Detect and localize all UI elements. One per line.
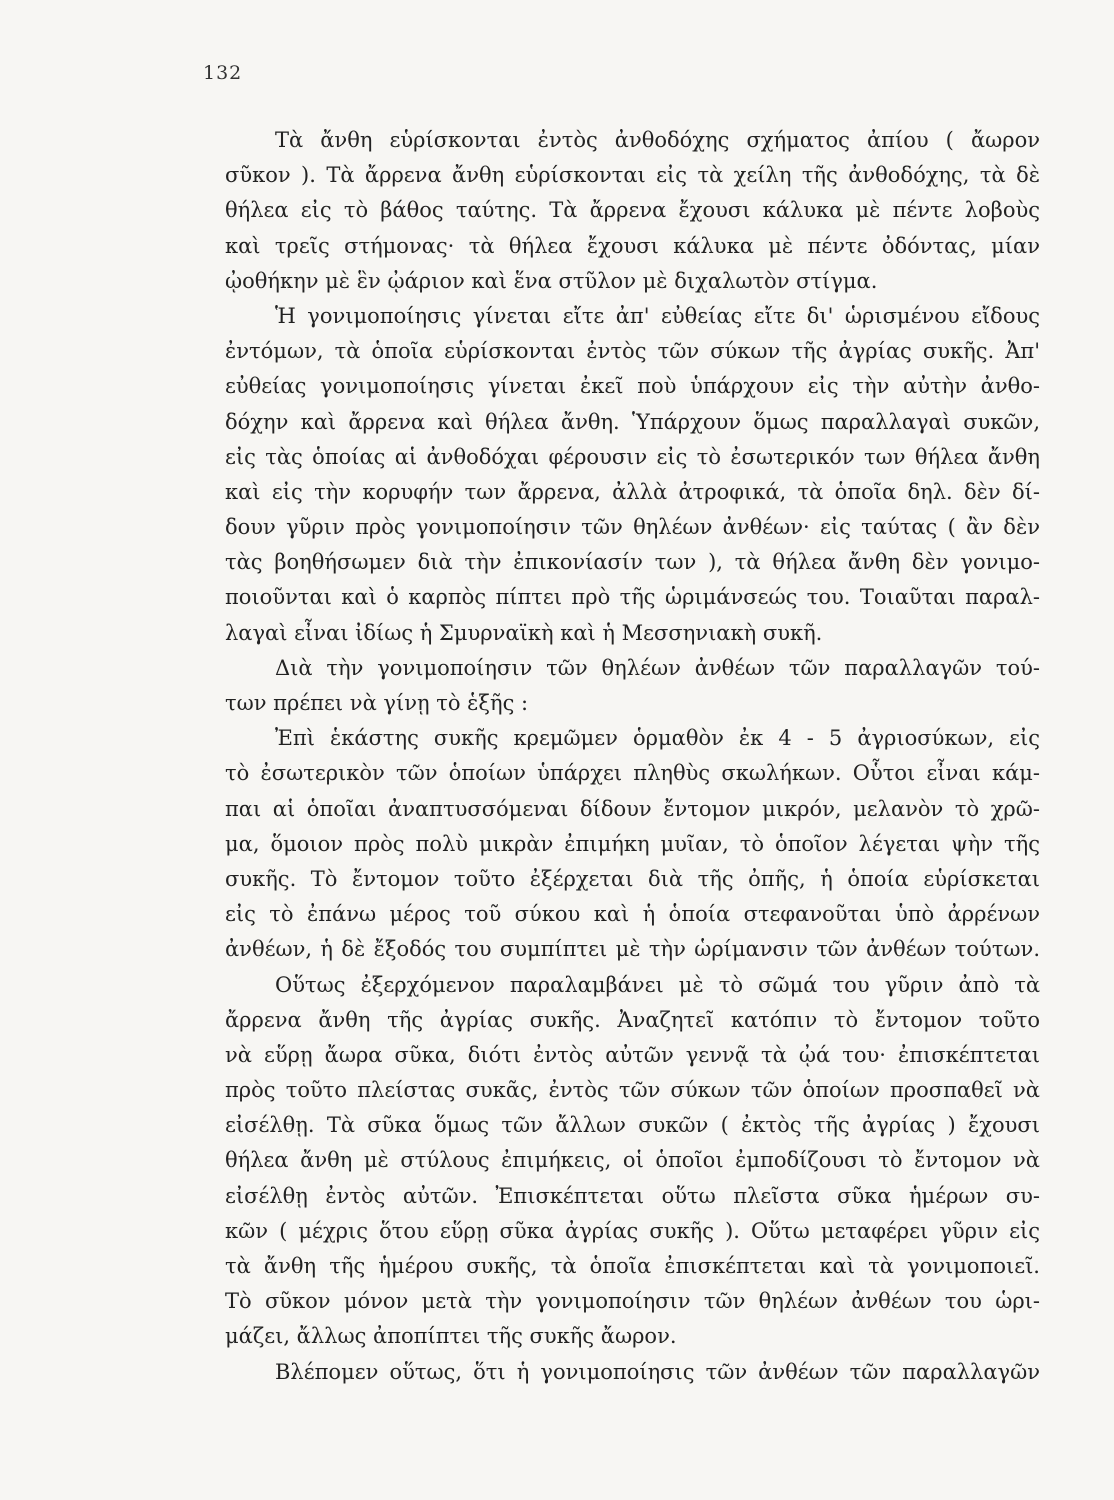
text-line: ἄρρενα ἄνθη τῆς ἀγρίας συκῆς. Ἀναζητεῖ κατόπιν τὸ ἔντομον τοῦτο bbox=[225, 1007, 1040, 1032]
text-line: μάζει, ἄλλως ἀποπίπτει τῆς συκῆς ἄωρον. bbox=[225, 1324, 677, 1349]
text-line: ἀνθέων, ἡ δὲ ἔξοδός του συμπίπτει μὲ τὴν ὡρίμανσιν τῶν ἀνθέων τούτων. bbox=[225, 937, 1040, 962]
text-line: θήλεα ἄνθη μὲ στύλους ἐπιμήκεις, οἱ ὁποῖοι ἐμποδίζουσι τὸ ἔντομον νὰ bbox=[225, 1148, 1040, 1173]
body-text bbox=[225, 123, 1040, 1390]
text-line: Βλέπομεν οὕτως, ὅτι ἡ γονιμοποίησις τῶν ἀνθέων τῶν παραλλαγῶν bbox=[275, 1359, 1040, 1384]
text-line: Διὰ τὴν γονιμοποίησιν τῶν θηλέων ἀνθέων τῶν παραλλαγῶν τού- bbox=[275, 655, 1040, 680]
text-line: Ἐπὶ ἑκάστης συκῆς κρεμῶμεν ὁρμαθὸν ἐκ 4 - 5 ἀγριοσύκων, εἰς bbox=[275, 726, 1040, 751]
text-line: εἰσέλθῃ. Τὰ σῦκα ὅμως τῶν ἄλλων συκῶν ( ἐκτὸς τῆς ἀγρίας ) ἔχουσι bbox=[225, 1113, 1040, 1138]
text-line: καὶ εἰς τὴν κορυφήν των ἄρρενα, ἀλλὰ ἀτροφικά, τὰ ὁποῖα δηλ. δὲν δί- bbox=[225, 479, 1040, 504]
text-line: τὸ ἐσωτερικὸν τῶν ὁποίων ὑπάρχει πληθὺς σκωλήκων. Οὗτοι εἶναι κάμ- bbox=[225, 761, 1040, 786]
text-line: θήλεα εἰς τὸ βάθος ταύτης. Τὰ ἄρρενα ἔχουσι κάλυκα μὲ πέντε λοβοὺς bbox=[225, 198, 1040, 223]
text-line: ἐντόμων, τὰ ὁποῖα εὑρίσκονται ἐντὸς τῶν σύκων τῆς ἀγρίας συκῆς. Ἀπ' bbox=[225, 339, 1040, 364]
text-line: τὰ ἄνθη τῆς ἡμέρου συκῆς, τὰ ὁποῖα ἐπισκέπτεται καὶ τὰ γονιμοποιεῖ. bbox=[225, 1254, 1040, 1278]
text-line: παι αἱ ὁποῖαι ἀναπτυσσόμεναι δίδουν ἔντομον μικρόν, μελανὸν τὸ χρῶ- bbox=[225, 796, 1040, 821]
text-line: ποιοῦνται καὶ ὁ καρπὸς πίπτει πρὸ τῆς ὡριμάνσεώς του. Τοιαῦται παραλ- bbox=[225, 585, 1040, 610]
text-line: δόχην καὶ ἄρρενα καὶ θήλεα ἄνθη. Ὑπάρχουν ὅμως παραλλαγαὶ συκῶν, bbox=[225, 409, 1040, 434]
text-line: πρὸς τοῦτο πλείστας συκᾶς, ἐντὸς τῶν σύκων τῶν ὁποίων προσπαθεῖ νὰ bbox=[225, 1078, 1040, 1103]
text-line: Ἡ γονιμοποίησις γίνεται εἴτε ἀπ' εὐθείας εἴτε δι' ὡρισμένου εἴδους bbox=[275, 303, 1040, 328]
text-line: των πρέπει νὰ γίνῃ τὸ ἑξῆς : bbox=[225, 691, 529, 715]
text-line: ᾠοθήκην μὲ ἓν ᾠάριον καὶ ἕνα στῦλον μὲ διχαλωτὸν στίγμα. bbox=[225, 268, 878, 293]
text-line: νὰ εὕρῃ ἄωρα σῦκα, διότι ἐντὸς αὐτῶν γεννᾷ τὰ ᾠά του· ἐπισκέπτεται bbox=[225, 1042, 1040, 1067]
text-line: συκῆς. Τὸ ἔντομον τοῦτο ἐξέρχεται διὰ τῆς ὀπῆς, ἡ ὁποία εὑρίσκεται bbox=[225, 866, 1040, 891]
text-line: λαγαὶ εἶναι ἰδίως ἡ Σμυρναϊκὴ καὶ ἡ Μεσσηνιακὴ συκῆ. bbox=[225, 620, 823, 645]
text-line: κῶν ( μέχρις ὅτου εὕρῃ σῦκα ἀγρίας συκῆς ). Οὕτω μεταφέρει γῦριν εἰς bbox=[225, 1218, 1040, 1243]
text-line: Τὸ σῦκον μόνον μετὰ τὴν γονιμοποίησιν τῶν θηλέων ἀνθέων του ὡρι- bbox=[225, 1289, 1040, 1314]
text-line: εὐθείας γονιμοποίησις γίνεται ἐκεῖ ποὺ ὑπάρχουν εἰς τὴν αὐτὴν ἀνθο- bbox=[225, 374, 1040, 399]
text-line: Οὕτως ἐξερχόμενον παραλαμβάνει μὲ τὸ σῶμά του γῦριν ἀπὸ τὰ bbox=[275, 972, 1040, 997]
text-line: Τὰ ἄνθη εὑρίσκονται ἐντὸς ἀνθοδόχης σχήματος ἀπίου ( ἄωρον bbox=[275, 128, 1040, 152]
text-line: εἰς τὸ ἐπάνω μέρος τοῦ σύκου καὶ ἡ ὁποία στεφανοῦται ὑπὸ ἀρρένων bbox=[225, 902, 1040, 927]
text-line: τὰς βοηθήσωμεν διὰ τὴν ἐπικονίασίν των ), τὰ θήλεα ἄνθη δὲν γονιμο- bbox=[225, 550, 1040, 575]
page-number: 132 bbox=[203, 62, 243, 84]
text-line: εἰς τὰς ὁποίας αἱ ἀνθοδόχαι φέρουσιν εἰς τὸ ἐσωτερικόν των θήλεα ἄνθη bbox=[225, 444, 1040, 469]
text-line: σῦκον ). Τὰ ἄρρενα ἄνθη εὑρίσκονται εἰς τὰ χείλη τῆς ἀνθοδόχης, τὰ δὲ bbox=[225, 163, 1040, 188]
text-line: εἰσέλθῃ ἐντὸς αὐτῶν. Ἐπισκέπτεται οὕτω πλεῖστα σῦκα ἡμέρων συ- bbox=[225, 1183, 1040, 1208]
text-line: δουν γῦριν πρὸς γονιμοποίησιν τῶν θηλέων ἀνθέων· εἰς ταύτας ( ἂν δὲν bbox=[225, 515, 1040, 540]
text-line: μα, ὅμοιον πρὸς πολὺ μικρὰν ἐπιμήκη μυῖαν, τὸ ὁποῖον λέγεται ψὴν τῆς bbox=[225, 831, 1040, 856]
text-line: καὶ τρεῖς στήμονας· τὰ θήλεα ἔχουσι κάλυκα μὲ πέντε ὀδόντας, μίαν bbox=[225, 233, 1040, 258]
